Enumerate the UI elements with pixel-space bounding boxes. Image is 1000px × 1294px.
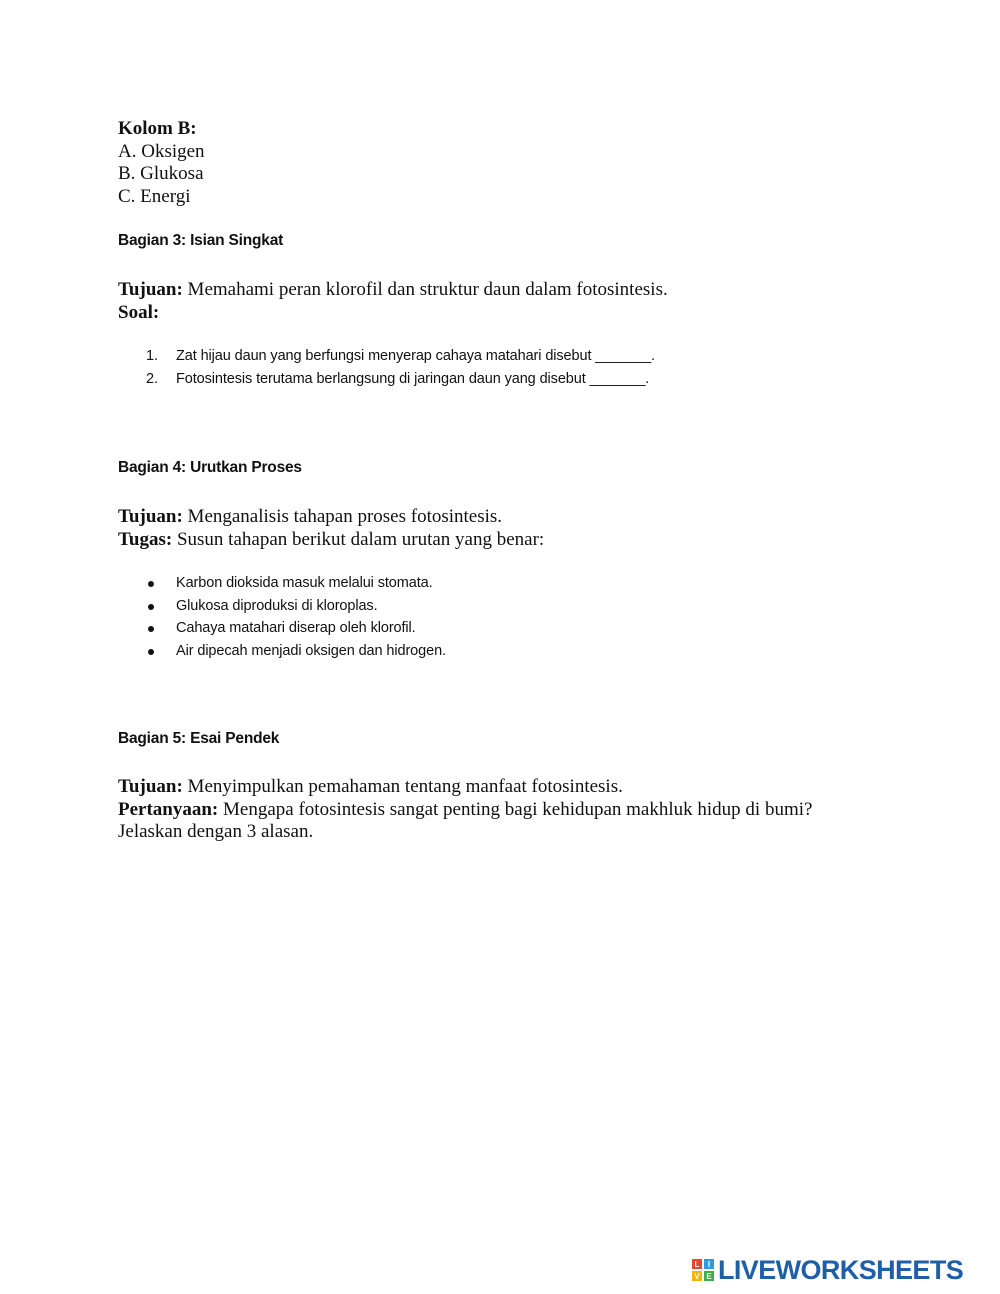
bagian-3-questions (118, 345, 655, 390)
bagian-5-heading: Bagian 5: Esai Pendek (118, 730, 280, 747)
question-1: 1. Zat hijau daun yang berfungsi menyerap cahaya matahari disebut _______. (146, 348, 655, 364)
bagian-4-steps (118, 572, 446, 662)
bagian-5-tujuan: Tujuan: Menyimpulkan pemahaman tentang manfaat fotosintesis. (118, 776, 623, 797)
bullet-icon (148, 649, 154, 655)
bagian-5-pertanyaan-cont: Jelaskan dengan 3 alasan. (118, 821, 314, 842)
bagian-3-tujuan: Tujuan: Memahami peran klorofil dan struktur daun dalam fotosintesis. (118, 279, 668, 300)
bagian-3-soal-label: Soal: (118, 301, 160, 323)
bagian-4-heading: Bagian 4: Urutkan Proses (118, 459, 302, 476)
step-item: Karbon dioksida masuk melalui stomata. (118, 572, 446, 595)
bagian-5-intro (118, 776, 812, 844)
bagian-4-tujuan: Tujuan: Menganalisis tahapan proses fotosintesis. (118, 506, 503, 527)
step-item: Air dipecah menjadi oksigen dan hidrogen. (118, 640, 446, 663)
kolom-b-option-b: B. Glukosa (118, 163, 204, 184)
logo-mark-icon: L I V E (692, 1259, 714, 1281)
liveworksheets-logo[interactable] (692, 1254, 963, 1286)
logo-text: LIVEWORKSHEETS (718, 1254, 964, 1285)
bullet-icon (148, 581, 154, 587)
bagian-4-intro (118, 506, 544, 551)
bagian-5-pertanyaan: Pertanyaan: Mengapa fotosintesis sangat penting bagi kehidupan makhluk hidup di bumi? (118, 798, 813, 820)
bullet-icon (148, 626, 154, 632)
step-item: Glukosa diproduksi di kloroplas. (118, 595, 446, 618)
step-item: Cahaya matahari diserap oleh klorofil. (118, 617, 446, 640)
kolom-b-option-c: C. Energi (118, 185, 191, 207)
bullet-icon (148, 604, 154, 610)
bagian-3-heading: Bagian 3: Isian Singkat (118, 232, 284, 249)
kolom-b-title: Kolom B: (118, 118, 197, 139)
bagian-4-tugas: Tugas: Susun tahapan berikut dalam urutan yang benar: (118, 528, 545, 550)
bagian-3-intro (118, 279, 668, 324)
question-2: 2. Fotosintesis terutama berlangsung di jaringan daun yang disebut _______. (146, 370, 650, 387)
kolom-b-section (118, 118, 205, 208)
kolom-b-option-a: A. Oksigen (118, 140, 205, 162)
